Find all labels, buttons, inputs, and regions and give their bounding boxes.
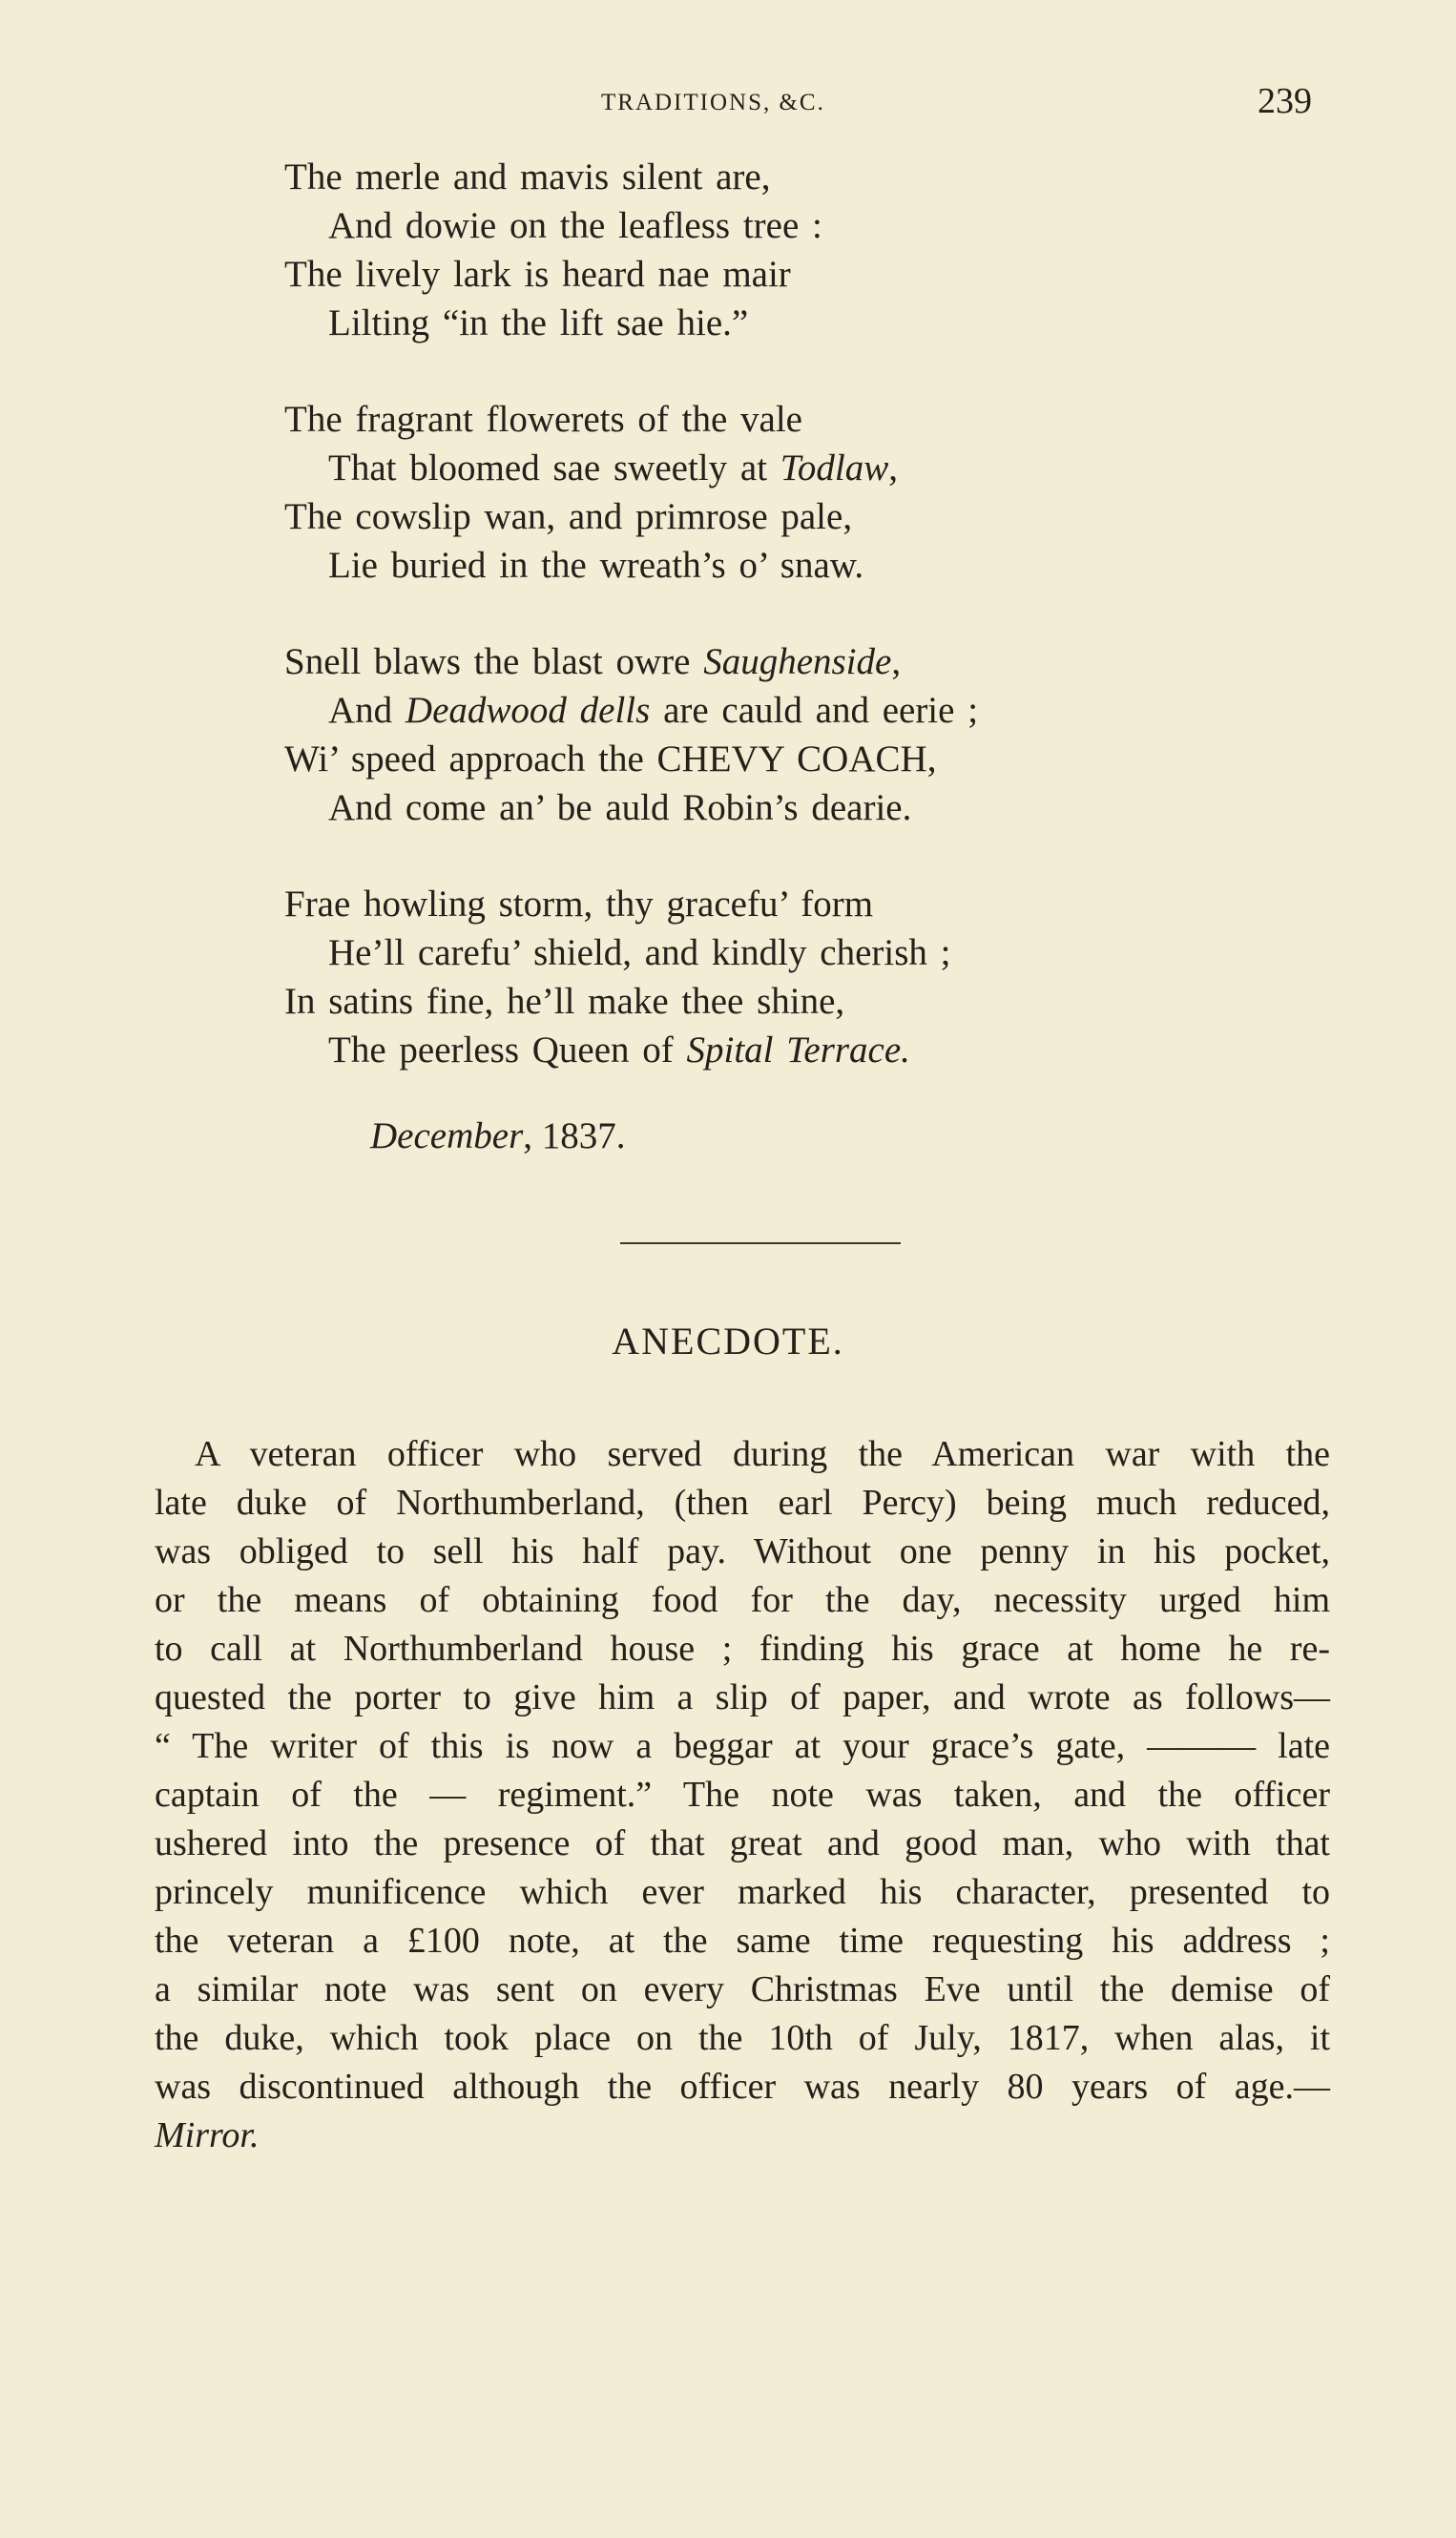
poem-segment: The peerless Queen of [328, 1030, 687, 1071]
section-heading: ANECDOTE. [612, 1320, 844, 1363]
poem-segment: And [328, 690, 406, 731]
poem-line [284, 541, 1238, 590]
poem-line [284, 153, 1238, 201]
anecdote-source-title: Mirror. [155, 2115, 260, 2155]
poem-italic-segment: Spital Terrace. [686, 1030, 910, 1071]
anecdote-text [155, 1430, 1330, 2160]
poem-date-year: , 1837. [523, 1115, 626, 1156]
poem-italic-segment: Saughenside [703, 641, 892, 682]
anecdote-line: was discontinued although the officer was nearly 80 years of age.— [155, 2067, 1330, 2107]
poem-line [284, 686, 1238, 735]
poem-line [284, 977, 1238, 1026]
poem-segment: Lie buried in the wreath’s o’ snaw. [328, 545, 864, 586]
poem-line [284, 783, 1238, 832]
poem-segment: Wi’ speed approach the CHEVY COACH, [284, 739, 937, 780]
poem-segment: Snell blaws the blast owre [284, 641, 704, 682]
anecdote-line: quested the porter to give him a slip of paper, and wrote as follows— [155, 1677, 1330, 1717]
poem-segment: In satins fine, he’ll make thee shine, [284, 981, 845, 1022]
anecdote-line: princely munificence which ever marked his character, presented to [155, 1872, 1330, 1912]
anecdote-line: the duke, which took place on the 10th of July, 1817, when alas, it [155, 2018, 1330, 2058]
poem-segment: are cauld and eerie ; [650, 690, 979, 731]
poem-segment: And dowie on the leafless tree : [328, 205, 822, 246]
poem-segment: Frae howling storm, thy gracefu’ form [284, 884, 874, 925]
anecdote-line: late duke of Northumberland, (then earl Percy) being much reduced, [155, 1483, 1330, 1523]
running-head [0, 80, 1456, 130]
poem-line [284, 250, 1238, 299]
poem-segment: That bloomed sae sweetly at [328, 447, 780, 489]
running-title: TRADITIONS, &C. [601, 90, 825, 115]
poem-segment: , [888, 447, 898, 489]
poem-line [284, 395, 1238, 444]
poem-line [284, 735, 1238, 783]
anecdote-source [155, 2112, 1330, 2160]
page-number: 239 [1258, 81, 1312, 121]
poem-segment: And come an’ be auld Robin’s dearie. [328, 787, 912, 828]
poem-segment: The cowslip wan, and primrose pale, [284, 496, 853, 537]
anecdote-line: the veteran a £100 note, at the same time requesting his address ; [155, 1921, 1330, 1961]
anecdote-line: “ The writer of this is now a beggar at your grace’s gate, ——— late [155, 1726, 1330, 1766]
poem-stanza [284, 637, 1238, 832]
poem-line [284, 299, 1238, 347]
anecdote-line: A veteran officer who served during the American war with the [195, 1434, 1330, 1474]
poem-segment: The merle and mavis silent are, [284, 156, 771, 198]
poem-italic-segment: Todlaw [780, 447, 889, 489]
section-divider [620, 1242, 901, 1244]
poem-line [284, 880, 1238, 928]
poem-segment: The lively lark is heard nae mair [284, 254, 791, 295]
anecdote-line: ushered into the presence of that great and good man, who with that [155, 1823, 1330, 1863]
poem-line [284, 444, 1238, 492]
poem-line [284, 492, 1238, 541]
poem-segment: He’ll carefu’ shield, and kindly cherish ; [328, 932, 951, 973]
anecdote-line: captain of the — regiment.” The note was taken, and the officer [155, 1775, 1330, 1815]
poem-line [284, 928, 1238, 977]
poem-segment: Lilting “in the lift sae hie.” [328, 302, 749, 343]
poem [284, 153, 1238, 1122]
poem-date-month: December [370, 1115, 524, 1156]
poem-segment: , [891, 641, 902, 682]
poem-line [284, 1026, 1238, 1074]
anecdote-line: to call at Northumberland house ; finding his grace at home he re- [155, 1629, 1330, 1669]
poem-stanza [284, 880, 1238, 1074]
poem-italic-segment: Deadwood dells [405, 690, 651, 731]
anecdote-line: a similar note was sent on every Christmas Eve until the demise of [155, 1969, 1330, 2009]
anecdote-line: was obliged to sell his half pay. Without one penny in his pocket, [155, 1531, 1330, 1571]
poem-date [370, 1114, 626, 1157]
poem-line [284, 637, 1238, 686]
poem-stanza [284, 395, 1238, 590]
poem-line [284, 201, 1238, 250]
anecdote-line: or the means of obtaining food for the day, necessity urged him [155, 1580, 1330, 1620]
poem-segment: The fragrant flowerets of the vale [284, 399, 802, 440]
poem-stanza [284, 153, 1238, 347]
